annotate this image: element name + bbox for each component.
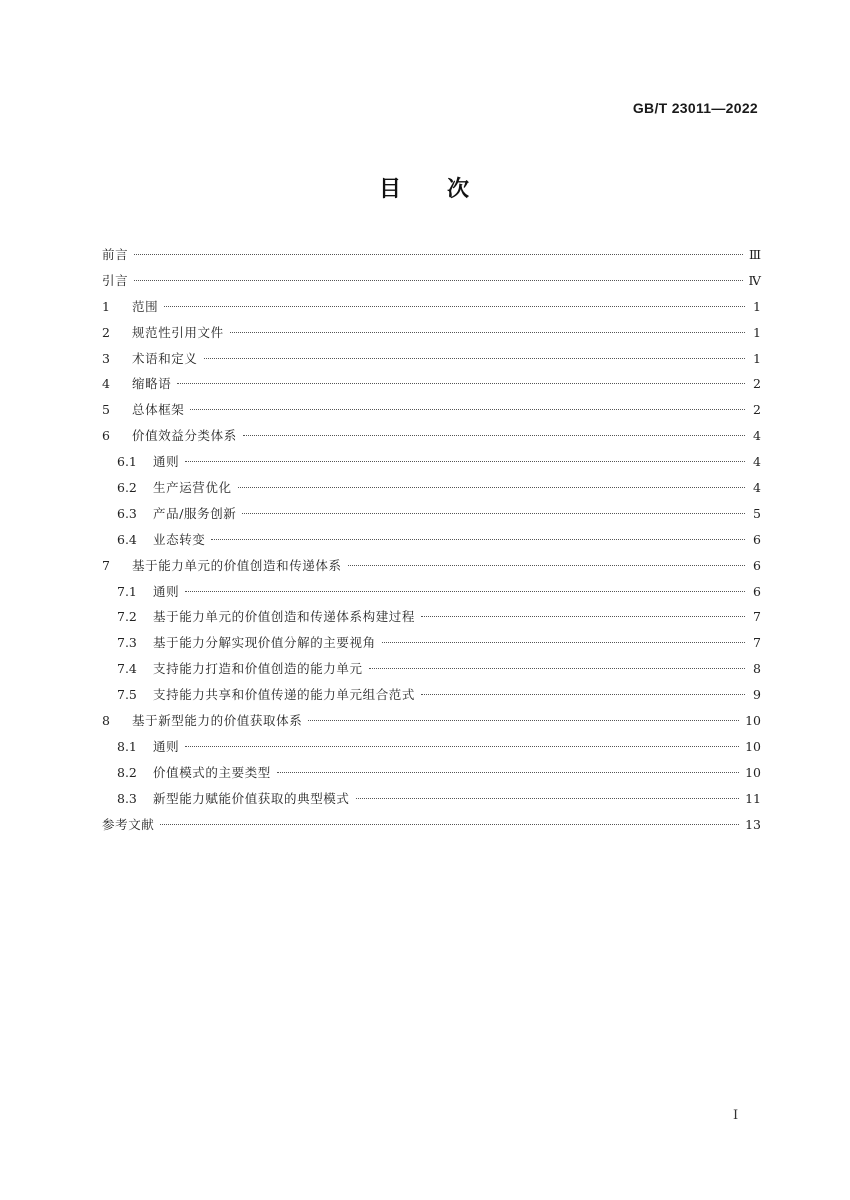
toc-entry-number: 6 [102,428,110,444]
toc-dot-leader [421,616,745,617]
toc-entry[interactable] [102,371,761,397]
toc-entry-label: 基于能力单元的价值创造和传递体系 [132,557,342,573]
toc-entry-page: 4 [753,480,761,496]
toc-entry-label: 参考文献 [102,816,155,832]
toc-dot-leader [230,332,745,333]
toc-entry-page: 7 [753,609,761,625]
toc-entry-page: 1 [753,350,761,366]
toc-entry-label: 基于能力分解实现价值分解的主要视角 [153,635,376,651]
toc-entry[interactable] [102,268,761,294]
toc-entry-label: 价值模式的主要类型 [153,764,271,780]
toc-dot-leader [185,591,745,592]
toc-dot-leader [382,642,745,643]
toc-entry-number: 7.2 [117,609,137,625]
toc-entry-label: 术语和定义 [132,350,198,366]
toc-dot-leader [356,798,740,799]
toc-entry-label: 产品/服务创新 [153,505,237,521]
toc-dot-leader [277,772,739,773]
toc-dot-leader [211,539,745,540]
toc-entry-number: 2 [102,324,110,340]
toc-entry[interactable] [102,320,761,346]
standard-code: GB/T 23011—2022 [632,100,758,116]
title-char-1: 目 [378,177,403,202]
toc-entry[interactable] [102,579,761,605]
toc-entry-page: 2 [753,376,761,392]
toc-entry[interactable] [102,630,761,656]
toc-entry-label: 支持能力共享和价值传递的能力单元组合范式 [153,687,416,703]
toc-entry[interactable] [102,397,761,423]
toc-entry-label: 引言 [102,272,129,288]
toc-entry-number: 3 [102,350,110,366]
toc-entry-label: 支持能力打造和价值创造的能力单元 [153,661,363,677]
toc-entry-number: 6.2 [117,480,137,496]
toc-entry[interactable] [102,812,761,838]
toc-entry[interactable] [102,294,761,320]
toc-entry-label: 通则 [153,583,180,599]
toc-entry-number: 1 [102,298,110,314]
toc-entry-number: 7.5 [117,687,137,703]
toc-entry[interactable] [102,475,761,501]
toc-entry-number: 8.1 [117,738,137,754]
toc-entry-label: 前言 [102,247,129,262]
page-title [0,172,850,203]
toc-entry[interactable] [102,346,761,372]
toc-entry-page: 8 [753,661,761,677]
toc-dot-leader [185,746,739,747]
toc-entry-page: 6 [753,531,761,547]
toc-entry[interactable] [102,553,761,579]
toc-entry-page: Ⅲ [748,247,761,262]
toc-dot-leader [238,487,745,488]
toc-entry[interactable] [102,527,761,553]
toc-dot-leader [134,254,743,255]
toc-entry[interactable] [102,786,761,812]
page-number: Ⅰ [733,1108,739,1123]
toc-dot-leader [185,461,745,462]
toc-entry-label: 新型能力赋能价值获取的典型模式 [153,790,350,806]
toc-entry-page: 10 [745,713,761,729]
toc-entry-page: 5 [753,505,761,521]
toc-dot-leader [160,824,739,825]
toc-dot-leader [348,565,745,566]
toc-entry[interactable] [102,734,761,760]
toc-dot-leader [134,280,742,281]
toc-entry-page: 6 [753,557,761,573]
toc-entry[interactable] [102,242,761,268]
toc-entry-label: 业态转变 [153,531,206,547]
toc-entry-label: 范围 [132,298,159,314]
toc-entry-page: 9 [753,687,761,703]
toc-entry-number: 8.3 [117,790,137,806]
toc-entry[interactable] [102,682,761,708]
toc-entry-page: 11 [745,790,761,806]
toc-entry-label: 规范性引用文件 [132,324,224,340]
toc-entry-number: 8 [102,713,110,729]
toc-entry-label: 生产运营优化 [153,480,232,496]
toc-entry-page: 1 [753,298,761,314]
toc-entry-number: 7.4 [117,661,137,677]
toc-entry-page: 7 [753,635,761,651]
toc-entry-page: 2 [753,402,761,418]
toc-entry[interactable] [102,760,761,786]
toc-entry-label: 缩略语 [132,376,172,392]
toc-entry[interactable] [102,423,761,449]
toc-entry-number: 6.4 [117,531,137,547]
toc-entry[interactable] [102,449,761,475]
toc-entry-label: 通则 [153,454,180,470]
toc-entry-page: Ⅳ [748,272,761,288]
toc-dot-leader [190,409,745,410]
toc-entry-page: 13 [745,816,761,832]
toc-entry-label: 基于能力单元的价值创造和传递体系构建过程 [153,609,416,625]
toc-entry-label: 基于新型能力的价值获取体系 [132,713,303,729]
toc-dot-leader [308,720,739,721]
toc-entry-number: 4 [102,376,110,392]
toc-entry-number: 6.1 [117,454,137,470]
toc-entry-page: 1 [753,324,761,340]
toc-entry-number: 6.3 [117,505,137,521]
toc-dot-leader [243,435,745,436]
toc-entry-page: 4 [753,428,761,444]
toc-entry[interactable] [102,708,761,734]
title-char-2: 次 [447,177,472,202]
toc-dot-leader [242,513,745,514]
toc-dot-leader [369,668,745,669]
toc-entry-page: 4 [753,454,761,470]
toc-entry-number: 7 [102,557,110,573]
toc-entry-label: 价值效益分类体系 [132,428,237,444]
toc-entry-number: 7.3 [117,635,137,651]
toc-dot-leader [164,306,745,307]
toc-entry-page: 10 [745,738,761,754]
toc-entry-label: 总体框架 [132,402,185,418]
toc-dot-leader [421,694,745,695]
toc-dot-leader [204,358,745,359]
toc-entry-page: 6 [753,583,761,599]
toc-entry[interactable] [102,604,761,630]
toc-entry-number: 7.1 [117,583,137,599]
toc-entry-number: 8.2 [117,764,137,780]
toc-dot-leader [177,383,745,384]
toc-entry-number: 5 [102,402,110,418]
toc-entry[interactable] [102,656,761,682]
toc-entry-page: 10 [745,764,761,780]
toc-entry[interactable] [102,501,761,527]
toc-entry-label: 通则 [153,738,180,754]
table-of-contents [102,242,761,837]
